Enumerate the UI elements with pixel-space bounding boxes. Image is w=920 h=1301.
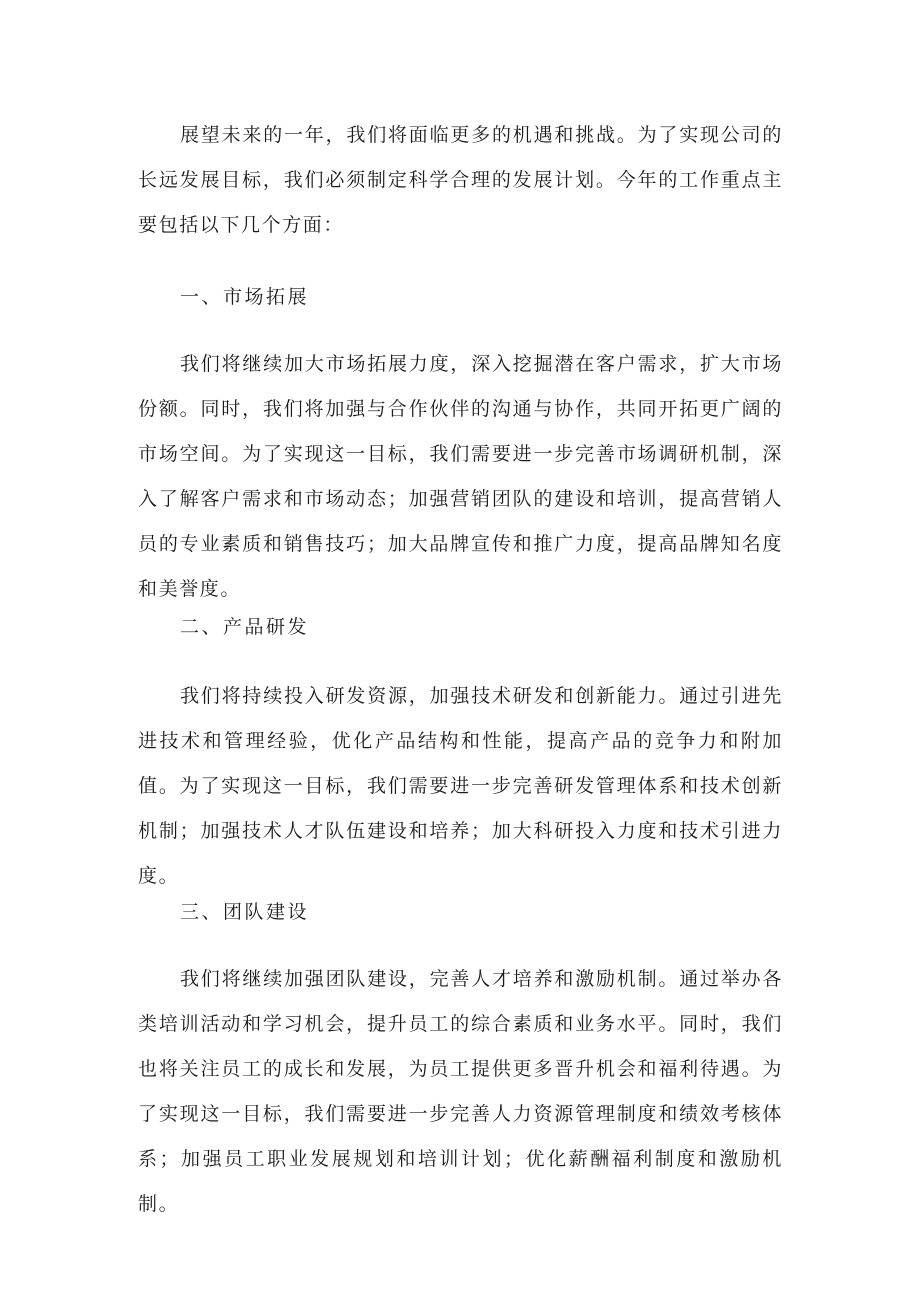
section-heading-team-building: 三、团队建设 (180, 901, 310, 923)
section-body-team-building: 我们将继续加强团队建设，完善人才培养和激励机制。通过举办各类培训活动和学习机会，提升员工的综合素质和业务水平。同时，我们也将关注员工的成长和发展，为员工提供更多晋升机会和福利待遇。为了实现这一目标，我们需要进一步完善人力资源管理制度和绩效考核体系；加强员工职业发展规划和培训计划；优化薪酬福利制度和激励机制。 (138, 968, 783, 1215)
section-heading-market-expansion: 一、市场拓展 (180, 286, 310, 308)
intro-paragraph: 展望未来的一年，我们将面临更多的机遇和挑战。为了实现公司的长远发展目标，我们必须制定科学合理的发展计划。今年的工作重点主要包括以下几个方面： (138, 124, 783, 236)
section-body-product-rnd: 我们将持续投入研发资源，加强技术研发和创新能力。通过引进先进技术和管理经验，优化产品结构和性能，提高产品的竞争力和附加值。为了实现这一目标，我们需要进一步完善研发管理体系和技术创新机制；加强技术人才队伍建设和培养；加大科研投入力度和技术引进力度。 (138, 685, 783, 887)
section-heading-product-rnd: 二、产品研发 (180, 616, 310, 638)
section-body-market-expansion: 我们将继续加大市场拓展力度，深入挖掘潜在客户需求，扩大市场份额。同时，我们将加强与合作伙伴的沟通与协作，共同开拓更广阔的市场空间。为了实现这一目标，我们需要进一步完善市场调研机制，深入了解客户需求和市场动态；加强营销团队的建设和培训，提高营销人员的专业素质和销售技巧；加大品牌宣传和推广力度，提高品牌知名度和美誉度。 (138, 353, 783, 600)
